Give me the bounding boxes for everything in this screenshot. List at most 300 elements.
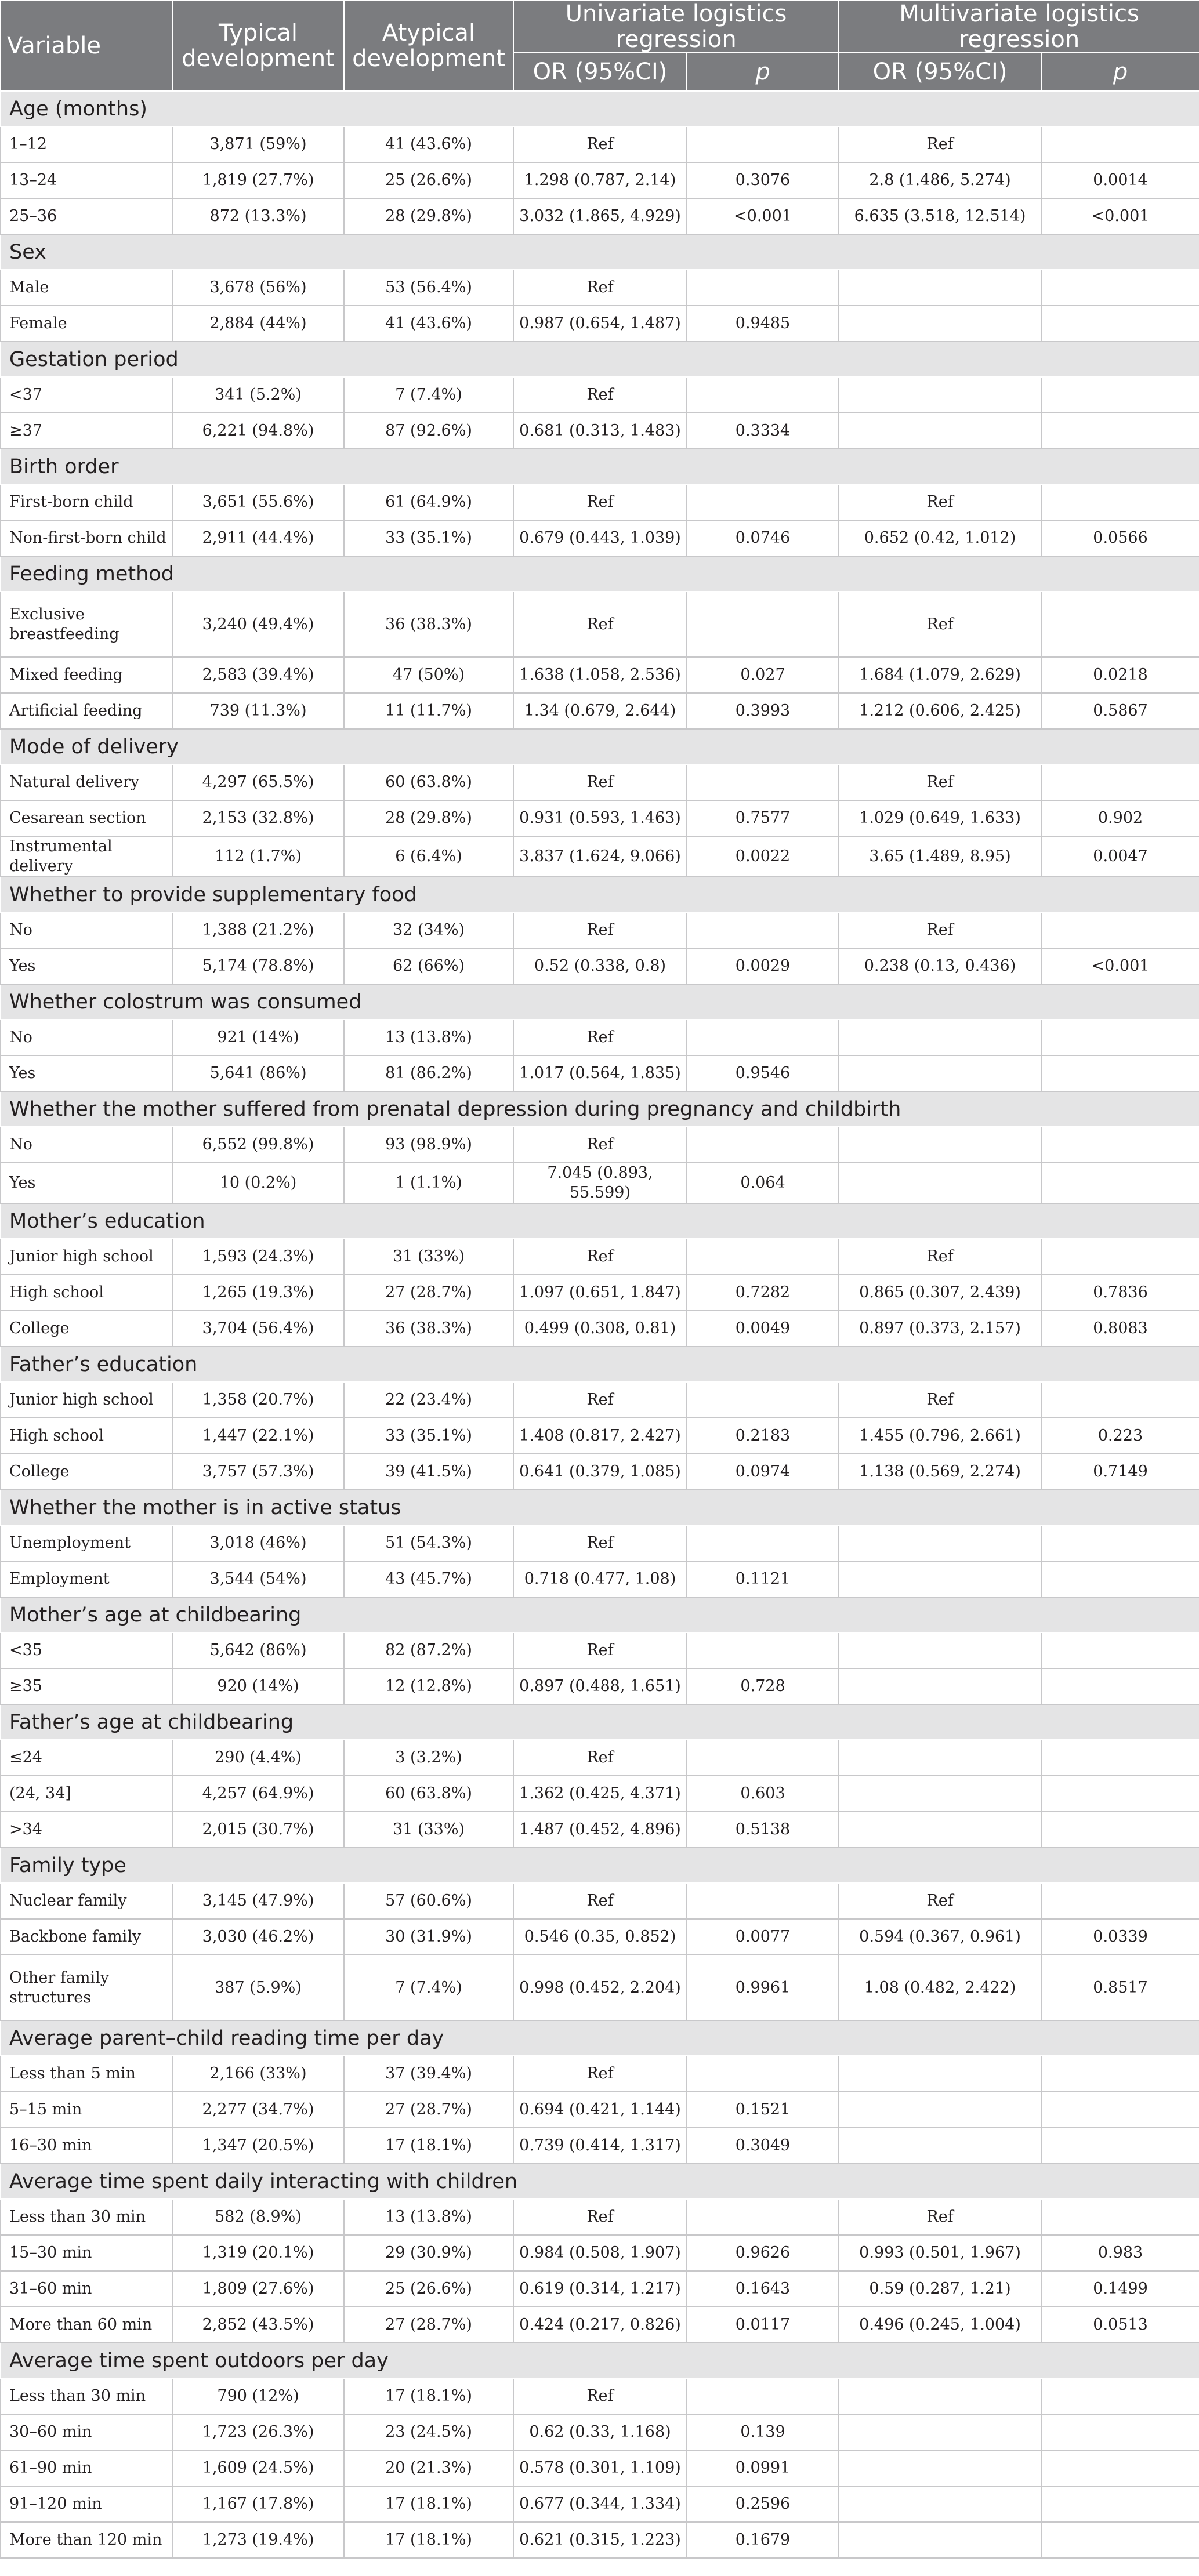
multivariate-or: 0.652 (0.42, 1.012) [839,520,1041,556]
multivariate-or [839,1561,1041,1597]
atypical-value: 17 (18.1%) [344,2378,513,2414]
multivariate-p [1041,1019,1199,1055]
header-multi-or: OR (95%CI) [839,53,1041,91]
variable-label: Female [1,306,172,342]
table-row [1,1561,1199,1597]
atypical-value: 6 (6.4%) [344,836,513,877]
multivariate-or [839,1632,1041,1668]
section-header [1,1848,1199,1883]
header-typical: Typical development [172,1,344,91]
section-title: Average time spent outdoors per day [1,2343,1199,2378]
atypical-value: 60 (63.8%) [344,1776,513,1812]
table-row [1,1382,1199,1418]
variable-label: No [1,912,172,948]
atypical-value: 17 (18.1%) [344,2486,513,2522]
multivariate-p [1041,1776,1199,1812]
multivariate-p [1041,764,1199,800]
multivariate-or [839,1525,1041,1561]
univariate-p [687,1127,839,1163]
univariate-p [687,377,839,413]
typical-value: 1,273 (19.4%) [172,2522,344,2558]
multivariate-p [1041,2522,1199,2558]
multivariate-p: 0.0047 [1041,836,1199,877]
multivariate-p: 0.5867 [1041,693,1199,729]
variable-label: Natural delivery [1,764,172,800]
univariate-p [687,2056,839,2092]
variable-label: ≥37 [1,413,172,449]
multivariate-p [1041,2414,1199,2450]
atypical-value: 12 (12.8%) [344,1668,513,1704]
section-header [1,556,1199,592]
typical-value: 2,277 (34.7%) [172,2092,344,2128]
univariate-or: 1.298 (0.787, 2.14) [513,162,687,198]
univariate-p: 0.1121 [687,1561,839,1597]
univariate-p: 0.3993 [687,693,839,729]
atypical-value: 93 (98.9%) [344,1127,513,1163]
typical-value: 3,544 (54%) [172,1561,344,1597]
section-title: Whether to provide supplementary food [1,877,1199,912]
table-row [1,198,1199,234]
univariate-or: Ref [513,2199,687,2235]
atypical-value: 57 (60.6%) [344,1883,513,1919]
univariate-or: 1.097 (0.651, 1.847) [513,1275,687,1311]
multivariate-p [1041,2486,1199,2522]
multivariate-p [1041,1561,1199,1597]
multivariate-or [839,1163,1041,1203]
section-header [1,877,1199,912]
variable-label: <37 [1,377,172,413]
multivariate-or [839,377,1041,413]
univariate-or: 1.408 (0.817, 2.427) [513,1418,687,1454]
multivariate-or [839,2378,1041,2414]
atypical-value: 47 (50%) [344,657,513,693]
atypical-value: 25 (26.6%) [344,2271,513,2307]
variable-label: 91–120 min [1,2486,172,2522]
variable-label: College [1,1454,172,1490]
univariate-or: 0.694 (0.421, 1.144) [513,2092,687,2128]
multivariate-or: Ref [839,1883,1041,1919]
univariate-p: 0.0974 [687,1454,839,1490]
typical-value: 4,297 (65.5%) [172,764,344,800]
univariate-p: 0.3334 [687,413,839,449]
variable-label: Junior high school [1,1382,172,1418]
multivariate-p [1041,1740,1199,1776]
univariate-or: Ref [513,270,687,306]
univariate-p: 0.7577 [687,800,839,836]
univariate-or: Ref [513,1127,687,1163]
table-row [1,1163,1199,1203]
multivariate-p [1041,1668,1199,1704]
multivariate-or: Ref [839,764,1041,800]
table-row [1,1454,1199,1490]
table-row [1,2092,1199,2128]
section-header [1,2164,1199,2199]
atypical-value: 28 (29.8%) [344,800,513,836]
univariate-or: Ref [513,1239,687,1275]
univariate-p: 0.139 [687,2414,839,2450]
univariate-p: 0.0991 [687,2450,839,2486]
multivariate-or: 1.138 (0.569, 2.274) [839,1454,1041,1490]
univariate-p [687,592,839,657]
typical-value: 2,911 (44.4%) [172,520,344,556]
header-multi-p: p [1041,53,1199,91]
atypical-value: 20 (21.3%) [344,2450,513,2486]
table-row [1,1632,1199,1668]
univariate-or: 0.677 (0.344, 1.334) [513,2486,687,2522]
atypical-value: 51 (54.3%) [344,1525,513,1561]
multivariate-p: 0.223 [1041,1418,1199,1454]
typical-value: 2,166 (33%) [172,2056,344,2092]
atypical-value: 7 (7.4%) [344,377,513,413]
typical-value: 1,347 (20.5%) [172,2128,344,2164]
table-row [1,912,1199,948]
variable-label: Artificial feeding [1,693,172,729]
typical-value: 1,593 (24.3%) [172,1239,344,1275]
section-title: Father’s age at childbearing [1,1704,1199,1740]
typical-value: 1,319 (20.1%) [172,2235,344,2271]
univariate-p: 0.9546 [687,1055,839,1091]
univariate-or: Ref [513,2056,687,2092]
multivariate-or [839,306,1041,342]
univariate-or: 1.362 (0.425, 4.371) [513,1776,687,1812]
multivariate-or: 1.455 (0.796, 2.661) [839,1418,1041,1454]
multivariate-or: Ref [839,1382,1041,1418]
multivariate-or [839,1055,1041,1091]
univariate-p: 0.027 [687,657,839,693]
variable-label: Yes [1,1055,172,1091]
atypical-value: 13 (13.8%) [344,2199,513,2235]
table-row [1,2307,1199,2343]
multivariate-p [1041,1812,1199,1848]
univariate-p: 0.2183 [687,1418,839,1454]
typical-value: 2,583 (39.4%) [172,657,344,693]
table-row [1,1418,1199,1454]
univariate-p [687,764,839,800]
univariate-or: 0.619 (0.314, 1.217) [513,2271,687,2307]
variable-label: Yes [1,1163,172,1203]
multivariate-or [839,2092,1041,2128]
typical-value: 920 (14%) [172,1668,344,1704]
multivariate-p: 0.0014 [1041,162,1199,198]
multivariate-p [1041,377,1199,413]
univariate-p: 0.9626 [687,2235,839,2271]
variable-label: 15–30 min [1,2235,172,2271]
section-header [1,2343,1199,2378]
table-row [1,2450,1199,2486]
multivariate-p: 0.0513 [1041,2307,1199,2343]
atypical-value: 39 (41.5%) [344,1454,513,1490]
section-title: Whether the mother is in active status [1,1490,1199,1525]
typical-value: 3,240 (49.4%) [172,592,344,657]
multivariate-or: Ref [839,126,1041,162]
multivariate-p [1041,1055,1199,1091]
typical-value: 3,871 (59%) [172,126,344,162]
univariate-p [687,2199,839,2235]
section-title: Gestation period [1,342,1199,377]
variable-label: Cesarean section [1,800,172,836]
multivariate-p [1041,126,1199,162]
typical-value: 4,257 (64.9%) [172,1776,344,1812]
atypical-value: 31 (33%) [344,1812,513,1848]
univariate-or: 1.017 (0.564, 1.835) [513,1055,687,1091]
typical-value: 2,153 (32.8%) [172,800,344,836]
variable-label: 25–36 [1,198,172,234]
typical-value: 1,723 (26.3%) [172,2414,344,2450]
table-row [1,306,1199,342]
multivariate-p: 0.8517 [1041,1955,1199,2020]
header-uni-or: OR (95%CI) [513,53,687,91]
typical-value: 6,221 (94.8%) [172,413,344,449]
multivariate-or: 2.8 (1.486, 5.274) [839,162,1041,198]
variable-label: Backbone family [1,1919,172,1955]
univariate-or: 1.487 (0.452, 4.896) [513,1812,687,1848]
variable-label: 31–60 min [1,2271,172,2307]
typical-value: 739 (11.3%) [172,693,344,729]
univariate-p: 0.0117 [687,2307,839,2343]
atypical-value: 28 (29.8%) [344,198,513,234]
multivariate-or [839,2414,1041,2450]
section-header [1,342,1199,377]
univariate-p: 0.2596 [687,2486,839,2522]
typical-value: 582 (8.9%) [172,2199,344,2235]
multivariate-p [1041,1525,1199,1561]
multivariate-p: 0.0339 [1041,1919,1199,1955]
variable-label: Employment [1,1561,172,1597]
multivariate-or: 1.684 (1.079, 2.629) [839,657,1041,693]
multivariate-or: 1.08 (0.482, 2.422) [839,1955,1041,2020]
section-header [1,1347,1199,1382]
multivariate-or: 0.993 (0.501, 1.967) [839,2235,1041,2271]
univariate-p: 0.0022 [687,836,839,877]
variable-label: Less than 30 min [1,2199,172,2235]
univariate-or: Ref [513,2378,687,2414]
table-row [1,270,1199,306]
table-row [1,484,1199,520]
multivariate-p [1041,413,1199,449]
table-row [1,836,1199,877]
multivariate-or [839,1019,1041,1055]
table-row [1,1239,1199,1275]
univariate-or: 0.621 (0.315, 1.223) [513,2522,687,2558]
multivariate-or: Ref [839,1239,1041,1275]
table-row [1,520,1199,556]
section-title: Birth order [1,449,1199,484]
variable-label: More than 120 min [1,2522,172,2558]
univariate-or: Ref [513,1525,687,1561]
variable-label: Instrumental delivery [1,836,172,877]
univariate-or: 0.718 (0.477, 1.08) [513,1561,687,1597]
table-body [1,91,1199,2558]
typical-value: 921 (14%) [172,1019,344,1055]
univariate-p: 0.0049 [687,1311,839,1347]
univariate-or: 0.52 (0.338, 0.8) [513,948,687,984]
multivariate-or: 0.238 (0.13, 0.436) [839,948,1041,984]
variable-label: High school [1,1418,172,1454]
univariate-p: 0.9961 [687,1955,839,2020]
atypical-value: 27 (28.7%) [344,1275,513,1311]
multivariate-p: <0.001 [1041,198,1199,234]
univariate-or: Ref [513,764,687,800]
multivariate-p: 0.983 [1041,2235,1199,2271]
variable-label: 13–24 [1,162,172,198]
typical-value: 1,447 (22.1%) [172,1418,344,1454]
multivariate-p [1041,1163,1199,1203]
multivariate-p [1041,1632,1199,1668]
typical-value: 5,642 (86%) [172,1632,344,1668]
multivariate-or: 3.65 (1.489, 8.95) [839,836,1041,877]
typical-value: 3,678 (56%) [172,270,344,306]
atypical-value: 60 (63.8%) [344,764,513,800]
variable-label: ≥35 [1,1668,172,1704]
variable-label: High school [1,1275,172,1311]
univariate-or: 0.546 (0.35, 0.852) [513,1919,687,1955]
multivariate-p: 0.7149 [1041,1454,1199,1490]
univariate-p [687,1740,839,1776]
header-variable: Variable [1,1,172,91]
univariate-or: 0.931 (0.593, 1.463) [513,800,687,836]
typical-value: 3,145 (47.9%) [172,1883,344,1919]
typical-value: 5,174 (78.8%) [172,948,344,984]
atypical-value: 41 (43.6%) [344,126,513,162]
atypical-value: 27 (28.7%) [344,2307,513,2343]
multivariate-p [1041,2092,1199,2128]
variable-label: 1–12 [1,126,172,162]
atypical-value: 1 (1.1%) [344,1163,513,1203]
univariate-p: 0.3049 [687,2128,839,2164]
atypical-value: 13 (13.8%) [344,1019,513,1055]
table-row [1,2128,1199,2164]
typical-value: 2,852 (43.5%) [172,2307,344,2343]
typical-value: 1,388 (21.2%) [172,912,344,948]
variable-label: Exclusive breastfeeding [1,592,172,657]
multivariate-or [839,2128,1041,2164]
univariate-or: 1.638 (1.058, 2.536) [513,657,687,693]
typical-value: 2,015 (30.7%) [172,1812,344,1848]
multivariate-or [839,1668,1041,1704]
variable-label: Less than 5 min [1,2056,172,2092]
univariate-or: 0.62 (0.33, 1.168) [513,2414,687,2450]
univariate-p: 0.603 [687,1776,839,1812]
table-row [1,377,1199,413]
univariate-or: 3.032 (1.865, 4.929) [513,198,687,234]
atypical-value: 81 (86.2%) [344,1055,513,1091]
multivariate-or: 0.594 (0.367, 0.961) [839,1919,1041,1955]
table-row [1,1955,1199,2020]
atypical-value: 61 (64.9%) [344,484,513,520]
atypical-value: 30 (31.9%) [344,1919,513,1955]
univariate-p: 0.7282 [687,1275,839,1311]
table-row [1,1668,1199,1704]
table-row [1,126,1199,162]
univariate-or: 0.897 (0.488, 1.651) [513,1668,687,1704]
table-row [1,1776,1199,1812]
multivariate-or: Ref [839,2199,1041,2235]
multivariate-p [1041,270,1199,306]
univariate-or: 0.499 (0.308, 0.81) [513,1311,687,1347]
atypical-value: 87 (92.6%) [344,413,513,449]
atypical-value: 37 (39.4%) [344,2056,513,2092]
univariate-or: 0.578 (0.301, 1.109) [513,2450,687,2486]
univariate-or: 0.641 (0.379, 1.085) [513,1454,687,1490]
typical-value: 1,819 (27.7%) [172,162,344,198]
atypical-value: 23 (24.5%) [344,2414,513,2450]
multivariate-or [839,270,1041,306]
atypical-value: 82 (87.2%) [344,1632,513,1668]
univariate-p: 0.0077 [687,1919,839,1955]
multivariate-or [839,2450,1041,2486]
section-title: Family type [1,1848,1199,1883]
section-title: Age (months) [1,91,1199,126]
multivariate-p: 0.1499 [1041,2271,1199,2307]
univariate-or: Ref [513,1740,687,1776]
univariate-p [687,484,839,520]
variable-label: First-born child [1,484,172,520]
section-header [1,91,1199,126]
table-header [1,1,1199,91]
variable-label: 61–90 min [1,2450,172,2486]
table-row [1,1525,1199,1561]
multivariate-or: 0.865 (0.307, 2.439) [839,1275,1041,1311]
variable-label: 5–15 min [1,2092,172,2128]
section-title: Average time spent daily interacting with children [1,2164,1199,2199]
section-title: Mode of delivery [1,729,1199,764]
univariate-or: Ref [513,592,687,657]
univariate-p [687,912,839,948]
univariate-or: Ref [513,1632,687,1668]
multivariate-p [1041,912,1199,948]
table-row [1,657,1199,693]
univariate-p [687,1382,839,1418]
univariate-or: Ref [513,1883,687,1919]
multivariate-p [1041,2450,1199,2486]
atypical-value: 43 (45.7%) [344,1561,513,1597]
multivariate-p [1041,484,1199,520]
table-row [1,2414,1199,2450]
table-row [1,1055,1199,1091]
typical-value: 1,167 (17.8%) [172,2486,344,2522]
univariate-or: Ref [513,377,687,413]
section-header [1,1091,1199,1127]
typical-value: 3,018 (46%) [172,1525,344,1561]
variable-label: (24, 34] [1,1776,172,1812]
multivariate-p [1041,306,1199,342]
univariate-p [687,2378,839,2414]
variable-label: Nuclear family [1,1883,172,1919]
multivariate-or [839,1776,1041,1812]
atypical-value: 22 (23.4%) [344,1382,513,1418]
univariate-p [687,126,839,162]
typical-value: 341 (5.2%) [172,377,344,413]
section-title: Whether the mother suffered from prenatal depression during pregnancy and childbirth [1,1091,1199,1127]
atypical-value: 31 (33%) [344,1239,513,1275]
variable-label: Male [1,270,172,306]
variable-label: Yes [1,948,172,984]
header-atypical: Atypical development [344,1,513,91]
section-header [1,1203,1199,1239]
section-title: Mother’s education [1,1203,1199,1239]
atypical-value: 17 (18.1%) [344,2128,513,2164]
typical-value: 10 (0.2%) [172,1163,344,1203]
univariate-or: 0.679 (0.443, 1.039) [513,520,687,556]
typical-value: 3,757 (57.3%) [172,1454,344,1490]
header-multivariate: Multivariate logistics regression [839,1,1199,53]
multivariate-or: 1.212 (0.606, 2.425) [839,693,1041,729]
univariate-p: 0.9485 [687,306,839,342]
univariate-p [687,270,839,306]
table-row [1,2235,1199,2271]
section-header [1,1597,1199,1632]
univariate-p: <0.001 [687,198,839,234]
